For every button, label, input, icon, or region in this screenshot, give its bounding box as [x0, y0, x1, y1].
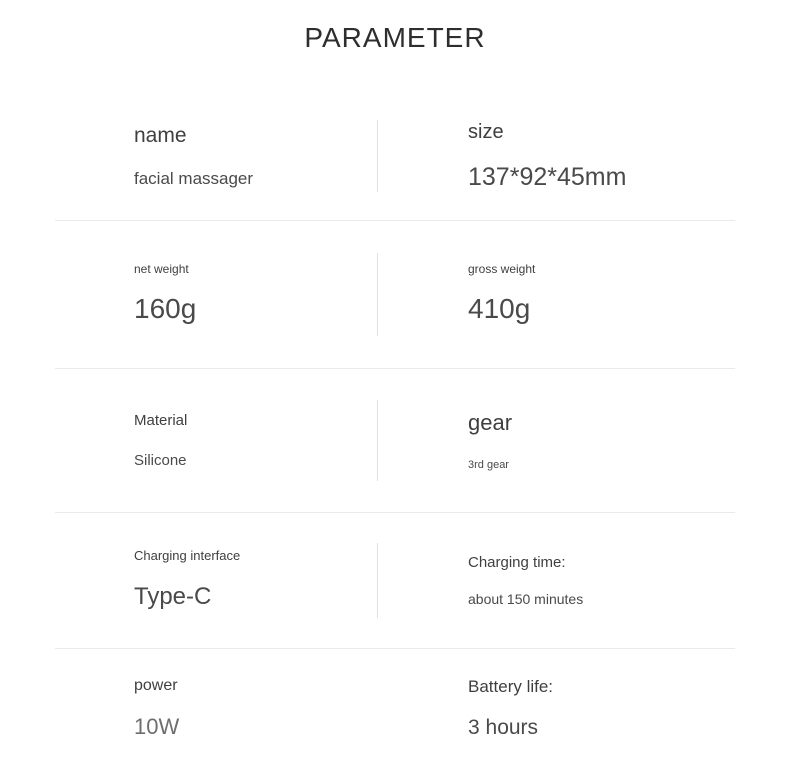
parameter-cell-gear	[377, 369, 735, 512]
parameter-value: Silicone	[134, 451, 187, 469]
parameter-label: size	[468, 120, 504, 143]
parameter-label: power	[134, 676, 178, 694]
parameter-value: Type-C	[134, 583, 212, 611]
parameter-value: 410g	[468, 293, 531, 325]
table-row	[55, 220, 735, 368]
parameter-cell-name	[55, 92, 377, 220]
parameter-value: facial massager	[134, 168, 254, 188]
parameter-label: Charging time:	[468, 553, 566, 571]
parameter-cell-gross-weight	[377, 221, 735, 368]
parameter-value: 160g	[134, 293, 197, 325]
table-row	[55, 512, 735, 648]
table-row	[55, 368, 735, 512]
parameter-cell-charging-time	[377, 513, 735, 648]
parameter-value: about 150 minutes	[468, 591, 584, 608]
parameter-label: gear	[468, 410, 513, 436]
parameter-cell-battery-life	[377, 649, 735, 768]
parameter-label: Charging interface	[134, 548, 241, 564]
parameter-label: net weight	[134, 261, 189, 276]
parameter-value: 3 hours	[468, 715, 539, 739]
parameter-label: gross weight	[468, 261, 536, 276]
parameter-label: name	[134, 124, 187, 148]
table-row	[55, 648, 735, 768]
parameter-cell-charging-interface	[55, 513, 377, 648]
parameter-cell-size	[377, 92, 735, 220]
parameter-cell-material	[55, 369, 377, 512]
parameter-table	[55, 92, 735, 768]
parameter-label: Material	[134, 412, 188, 429]
parameter-cell-power	[55, 649, 377, 768]
parameter-value: 137*92*45mm	[468, 162, 627, 191]
parameter-cell-net-weight	[55, 221, 377, 368]
parameter-label: Battery life:	[468, 676, 554, 696]
table-row	[55, 92, 735, 220]
parameter-value: 10W	[134, 713, 180, 739]
parameter-value: 3rd gear	[468, 458, 509, 471]
page-title: PARAMETER	[304, 22, 486, 53]
